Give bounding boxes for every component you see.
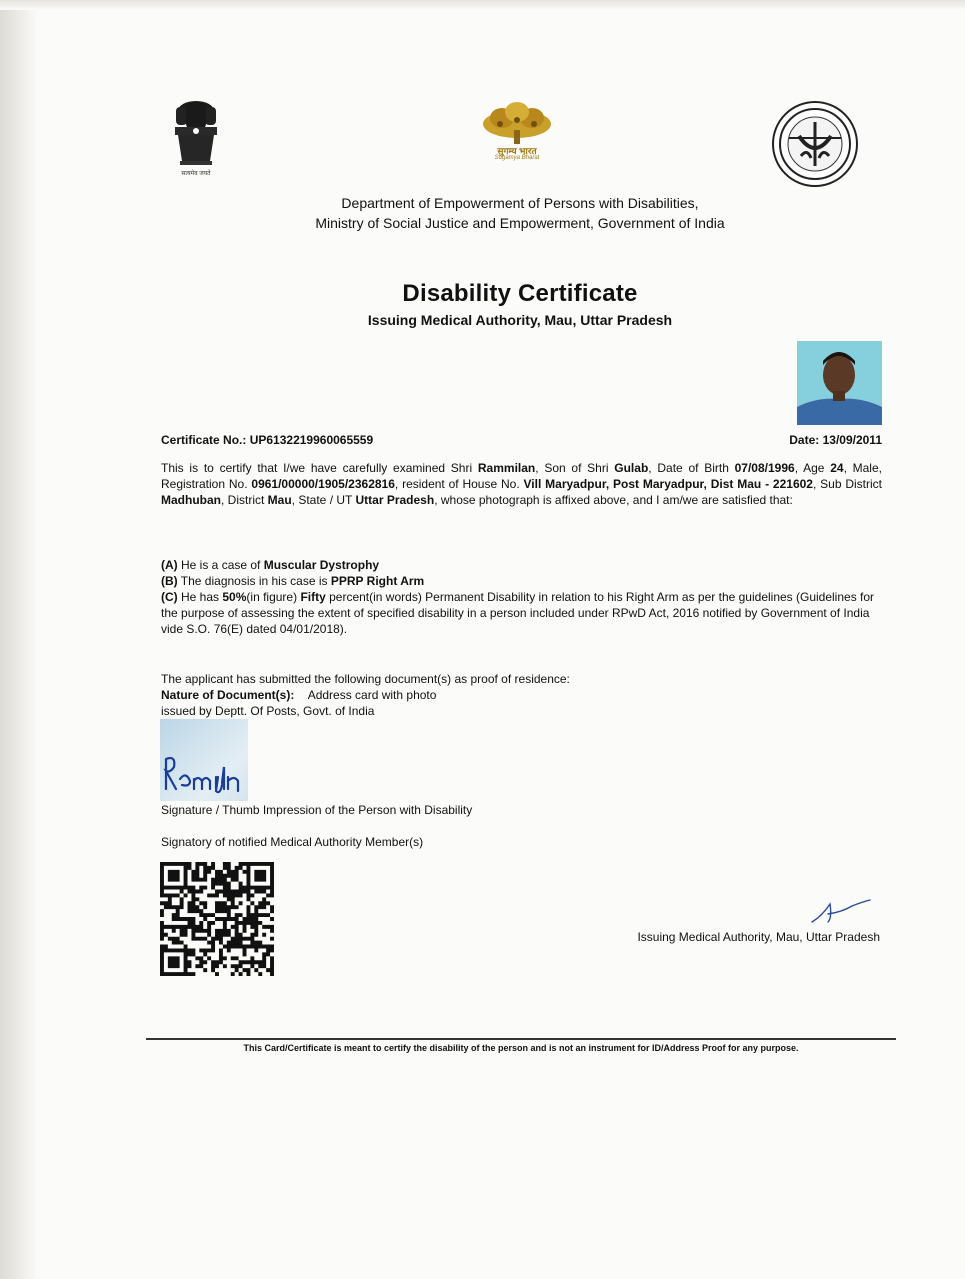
disability-type: Muscular Dystrophy <box>263 558 380 572</box>
logo-caption-hindi: सुगम्य भारत <box>497 146 537 156</box>
qr-code-icon <box>160 862 274 976</box>
clause-a <box>161 557 882 573</box>
department-line-1: Department of Empowerment of Persons with Disabilities, <box>341 195 699 211</box>
footer-divider <box>146 1038 896 1040</box>
sugamya-bharat-logo-icon <box>480 100 554 166</box>
document-issuer: issued by Deptt. Of Posts, Govt. of India <box>161 704 375 718</box>
scan-shadow-left <box>0 0 38 1279</box>
diagnosis: PPRP Right Arm <box>330 574 425 588</box>
clause-b-prefix: (B) <box>161 574 178 588</box>
state: Uttar Pradesh <box>355 493 435 507</box>
qr-code-graphic <box>160 862 274 976</box>
statement-text: , Age <box>794 461 831 475</box>
father-name: Gulab <box>614 461 649 475</box>
applicant-signature-caption: Signature / Thumb Impression of the Person with Disability <box>161 803 473 817</box>
statement-text: , Son of Shri <box>535 461 615 475</box>
disability-percent: 50% <box>222 590 247 604</box>
clause-c <box>161 589 882 637</box>
logo-caption: Sugamya Bharat <box>494 155 540 161</box>
scan-shadow-top <box>0 0 965 10</box>
date-value: 13/09/2011 <box>822 433 882 447</box>
date-of-birth: 07/08/1996 <box>734 461 795 475</box>
qr-modules <box>160 862 274 976</box>
certificate-number-value: UP6132219960065559 <box>249 433 374 447</box>
document-nature <box>161 687 761 703</box>
district: Mau <box>267 493 292 507</box>
disability-percent-words: Fifty <box>300 590 326 604</box>
statement-text: , District <box>221 493 268 507</box>
statement-text: , Date of Birth <box>648 461 735 475</box>
certificate-number <box>161 433 373 447</box>
date-label: Date: <box>789 433 820 447</box>
authority-signature-image <box>808 892 872 926</box>
statement-text: , State / UT <box>291 493 356 507</box>
up-state-seal-icon <box>771 100 859 188</box>
clause-b <box>161 573 882 589</box>
document-nature-value: Address card with photo <box>307 688 437 702</box>
emblem-caption: सत्यमेव जयते <box>181 171 211 177</box>
disability-clauses <box>161 557 882 637</box>
issuing-authority-caption: Issuing Medical Authority, Mau, Uttar Pradesh <box>637 930 880 944</box>
clause-c-text: percent(in words) Permanent Disability in relation to his Right Arm as per the guidelines (Guidelines for the purpose of assessing the extent of specified disability in a person included under RPwD Act, 2016 notified by Government of India vide S.O. 76(E) dated 04/01/2018). <box>161 590 875 636</box>
statement-text: , Sub District <box>812 477 883 491</box>
clause-a-prefix: (A) <box>161 558 178 572</box>
issuing-department <box>160 193 880 233</box>
registration-number: 0961/00000/1905/2362816 <box>251 477 395 491</box>
certificate-number-label: Certificate No.: <box>161 433 247 447</box>
national-emblem-icon <box>166 97 226 183</box>
document-nature-label: Nature of Document(s): <box>161 688 295 702</box>
clause-b-text: The diagnosis in his case is <box>177 574 331 588</box>
certification-statement <box>161 460 882 508</box>
certificate-title: Disability Certificate <box>402 280 638 307</box>
footer-disclaimer: This Card/Certificate is meant to certify the disability of the person and is not an instrument for ID/Address Proof for any purpose. <box>243 1043 799 1053</box>
clause-a-text: He is a case of <box>177 558 264 572</box>
residence-intro: The applicant has submitted the following document(s) as proof of residence: <box>161 672 570 686</box>
applicant-signature-image <box>160 719 248 801</box>
statement-text: , whose photograph is affixed above, and I am/we are satisfied that: <box>434 493 793 507</box>
applicant-name: Rammilan <box>477 461 536 475</box>
age: 24 <box>830 461 844 475</box>
clause-c-prefix: (C) <box>161 590 178 604</box>
residence-address: Vill Maryadpur, Post Maryadpur, Dist Mau - 221602 <box>523 477 813 491</box>
sub-district: Madhuban <box>161 493 221 507</box>
certificate-date <box>789 433 882 447</box>
certificate-subtitle: Issuing Medical Authority, Mau, Uttar Pradesh <box>367 312 673 328</box>
statement-text: , Male, Registration No. <box>161 461 882 491</box>
clause-c-text: He has <box>177 590 223 604</box>
signatory-caption: Signatory of notified Medical Authority Member(s) <box>161 835 424 849</box>
statement-text: , resident of House No. <box>394 477 524 491</box>
clause-c-text: (in figure) <box>246 590 301 604</box>
applicant-photo <box>797 341 882 425</box>
statement-text: This is to certify that I/we have carefully examined Shri <box>161 461 478 475</box>
department-line-2: Ministry of Social Justice and Empowerment, Government of India <box>315 215 725 231</box>
residence-proof <box>161 671 761 719</box>
